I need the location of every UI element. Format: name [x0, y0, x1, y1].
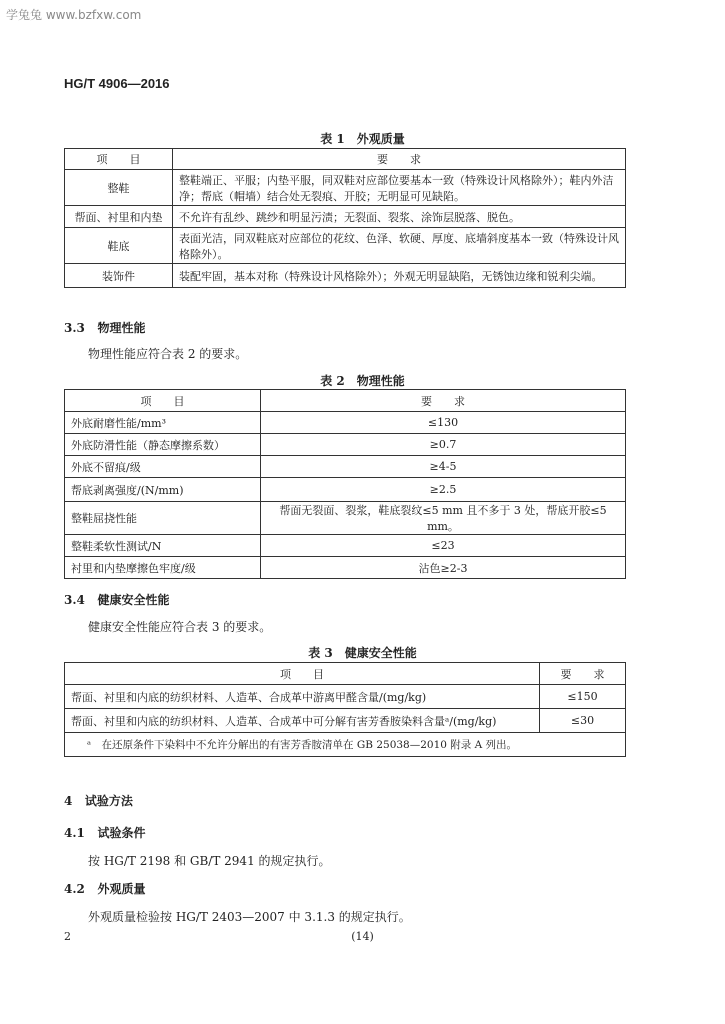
section-title: 试验方法	[84, 794, 133, 808]
table-row	[65, 456, 626, 478]
table-row	[65, 228, 626, 264]
table2-req: 帮面无裂面、裂浆，鞋底裂纹≤5 mm 且不多于 3 处，帮底开胶≤5 mm。	[261, 502, 626, 535]
table-row	[65, 170, 626, 206]
table3-req: ≤30	[540, 709, 626, 733]
table2-req: 沾色≥2-3	[261, 557, 626, 579]
table3-header-req: 要 求	[540, 663, 626, 685]
section-title: 试验条件	[97, 826, 146, 840]
table1-caption: 表 1 外观质量	[320, 132, 405, 146]
section-3-4-text: 健康安全性能应符合表 3 的要求。	[88, 620, 272, 634]
table2-req: ≤130	[261, 412, 626, 434]
table2-item: 外底不留痕/级	[65, 456, 261, 478]
table2-req: ≥2.5	[261, 478, 626, 502]
section-3-3-heading	[64, 319, 145, 336]
section-number: 3.3	[64, 321, 85, 335]
table3-req: ≤150	[540, 685, 626, 709]
section-number: 4.1	[64, 826, 85, 840]
table-row	[65, 557, 626, 579]
table-row	[65, 264, 626, 288]
table3-item: 帮面、衬里和内底的纺织材料、人造革、合成革中可分解有害芳香胺染料含量ᵃ/(mg/kg)	[65, 709, 540, 733]
table2-item: 整鞋柔软性测试/N	[65, 535, 261, 557]
table3-caption: 表 3 健康安全性能	[308, 646, 417, 660]
section-number: 3.4	[64, 593, 85, 607]
section-4-2-text: 外观质量检验按 HG/T 2403—2007 中 3.1.3 的规定执行。	[88, 910, 411, 924]
section-4-1-text: 按 HG/T 2198 和 GB/T 2941 的规定执行。	[88, 854, 331, 868]
section-4-1-heading	[64, 824, 145, 841]
section-title: 物理性能	[97, 321, 146, 335]
sequence-number: (14)	[351, 930, 374, 943]
table3-footnote: ᵃ 在还原条件下染料中不允许分解出的有害芳香胺清单在 GB 25038—2010 附录 A 列出。	[65, 733, 626, 757]
section-4-heading	[64, 792, 133, 809]
section-title: 健康安全性能	[97, 593, 170, 607]
table1-item: 整鞋	[65, 170, 173, 206]
table2-req: ≥4-5	[261, 456, 626, 478]
table1-header-req: 要 求	[173, 149, 626, 170]
table3	[64, 662, 626, 757]
table-row	[65, 502, 626, 535]
standard-number: HG/T 4906—2016	[64, 76, 170, 91]
table1-req: 表面光洁，同双鞋底对应部位的花纹、色泽、软硬、厚度、底墙斜度基本一致（特殊设计风格除外）。	[173, 228, 626, 264]
section-title: 外观质量	[97, 882, 146, 896]
watermark: 学兔兔 www.bzfxw.com	[6, 8, 142, 22]
table1-header-item: 项 目	[65, 149, 173, 170]
table2-header-req: 要 求	[261, 390, 626, 412]
table-row	[65, 412, 626, 434]
table2-item: 帮底剥离强度/(N/mm)	[65, 478, 261, 502]
table-row	[65, 206, 626, 228]
section-number: 4	[64, 794, 73, 808]
table1-item: 装饰件	[65, 264, 173, 288]
table2-caption: 表 2 物理性能	[320, 374, 405, 388]
table2-item: 衬里和内垫摩擦色牢度/级	[65, 557, 261, 579]
table2-item: 外底耐磨性能/mm³	[65, 412, 261, 434]
table-row	[65, 709, 626, 733]
table3-item: 帮面、衬里和内底的纺织材料、人造革、合成革中游离甲醛含量/(mg/kg)	[65, 685, 540, 709]
table2-item: 整鞋屈挠性能	[65, 502, 261, 535]
table2-req: ≥0.7	[261, 434, 626, 456]
table2-req: ≤23	[261, 535, 626, 557]
section-3-4-heading	[64, 591, 169, 608]
page-number: 2	[64, 930, 71, 943]
table1-req: 装配牢固，基本对称（特殊设计风格除外）；外观无明显缺陷，无锈蚀边缘和锐利尖端。	[173, 264, 626, 288]
table2-item: 外底防滑性能（静态摩擦系数）	[65, 434, 261, 456]
table2-header-item: 项 目	[65, 390, 261, 412]
table1-item: 鞋底	[65, 228, 173, 264]
table3-header-item: 项 目	[65, 663, 540, 685]
table-row	[65, 685, 626, 709]
table-row	[65, 478, 626, 502]
table2	[64, 389, 626, 579]
table-row	[65, 535, 626, 557]
table1-req: 整鞋端正、平服；内垫平服，同双鞋对应部位要基本一致（特殊设计风格除外）；鞋内外洁净；帮底（帽墙）结合处无裂痕、开胶；无明显可见缺陷。	[173, 170, 626, 206]
table1	[64, 148, 626, 288]
section-3-3-text: 物理性能应符合表 2 的要求。	[88, 347, 248, 361]
table-row	[65, 434, 626, 456]
section-4-2-heading	[64, 880, 145, 897]
table1-item: 帮面、衬里和内垫	[65, 206, 173, 228]
table1-req: 不允许有乱纱、跳纱和明显污渍；无裂面、裂浆、涂饰层脱落、脱色。	[173, 206, 626, 228]
section-number: 4.2	[64, 882, 85, 896]
